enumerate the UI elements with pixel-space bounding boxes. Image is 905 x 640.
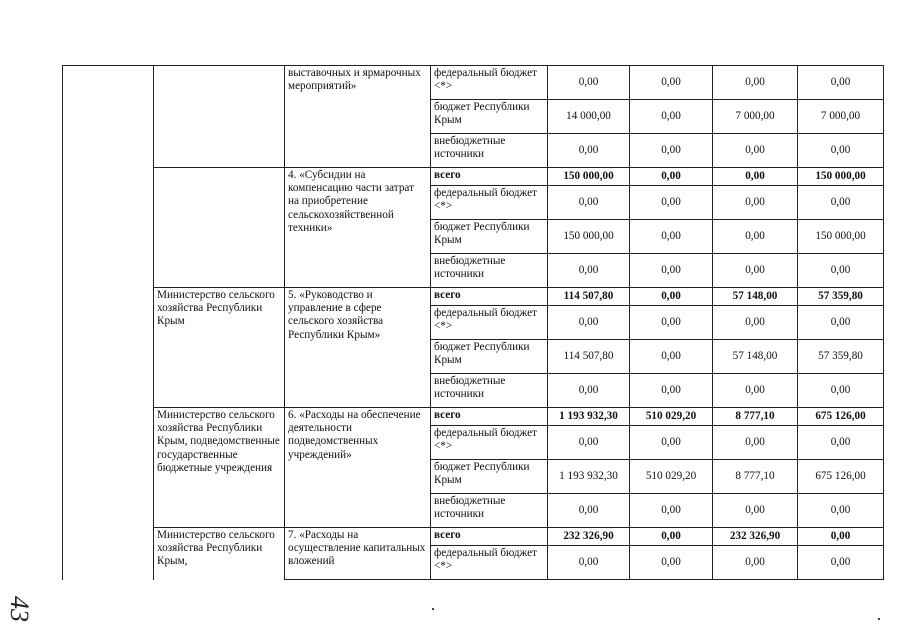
source-cell: федеральный бюджет <*> [431, 66, 548, 100]
amount-cell: 1 193 932,30 [548, 408, 630, 426]
source-cell: всего [431, 528, 548, 546]
measure-cell: 5. «Руководство и управление в сфере сельского хозяйства Республики Крым» [285, 288, 431, 408]
executor-cell [154, 66, 285, 168]
amount-cell: 0,00 [630, 186, 713, 220]
amount-cell: 0,00 [548, 546, 630, 580]
amount-cell: 114 507,80 [548, 340, 630, 374]
source-cell: всего [431, 288, 548, 306]
amount-cell: 0,00 [630, 134, 713, 168]
amount-cell: 0,00 [713, 374, 798, 408]
source-cell: внебюджетные источники [431, 374, 548, 408]
table-body [63, 66, 884, 580]
amount-cell: 14 000,00 [548, 100, 630, 134]
amount-cell: 675 126,00 [798, 408, 884, 426]
amount-cell: 0,00 [630, 168, 713, 186]
source-cell: бюджет Республики Крым [431, 220, 548, 254]
amount-cell: 0,00 [798, 254, 884, 288]
amount-cell: 0,00 [630, 288, 713, 306]
amount-cell: 510 029,20 [630, 460, 713, 494]
amount-cell: 0,00 [548, 186, 630, 220]
amount-cell: 0,00 [630, 426, 713, 460]
amount-cell: 0,00 [548, 374, 630, 408]
amount-cell: 150 000,00 [548, 168, 630, 186]
amount-cell: 0,00 [798, 134, 884, 168]
amount-cell: 57 148,00 [713, 288, 798, 306]
amount-cell: 510 029,20 [630, 408, 713, 426]
source-cell: внебюджетные источники [431, 254, 548, 288]
source-cell: всего [431, 168, 548, 186]
source-cell: бюджет Республики Крым [431, 100, 548, 134]
amount-cell: 0,00 [548, 254, 630, 288]
amount-cell: 8 777,10 [713, 408, 798, 426]
amount-cell: 0,00 [798, 66, 884, 100]
amount-cell: 150 000,00 [798, 168, 884, 186]
amount-cell: 1 193 932,30 [548, 460, 630, 494]
amount-cell: 0,00 [798, 374, 884, 408]
source-cell: федеральный бюджет <*> [431, 186, 548, 220]
source-cell: бюджет Республики Крым [431, 340, 548, 374]
amount-cell: 0,00 [548, 494, 630, 528]
amount-cell: 0,00 [798, 186, 884, 220]
executor-cell [154, 168, 285, 288]
executor-cell: Министерство сельского хозяйства Республики Крым, подведомственные государственные бюджетные учреждения [154, 408, 285, 528]
executor-cell: Министерство сельского хозяйства Республики Крым [154, 288, 285, 408]
amount-cell: 7 000,00 [713, 100, 798, 134]
source-cell: внебюджетные источники [431, 494, 548, 528]
amount-cell: 0,00 [630, 306, 713, 340]
amount-cell: 0,00 [713, 186, 798, 220]
scan-mark [432, 608, 434, 610]
table-row [63, 168, 884, 186]
amount-cell: 675 126,00 [798, 460, 884, 494]
amount-cell: 0,00 [798, 426, 884, 460]
amount-cell: 0,00 [713, 254, 798, 288]
amount-cell: 0,00 [630, 546, 713, 580]
empty-left-column [63, 66, 154, 580]
amount-cell: 0,00 [798, 528, 884, 546]
amount-cell: 0,00 [713, 66, 798, 100]
amount-cell: 0,00 [548, 306, 630, 340]
amount-cell: 0,00 [630, 374, 713, 408]
source-cell: внебюджетные источники [431, 134, 548, 168]
scan-mark [878, 618, 880, 620]
amount-cell: 57 359,80 [798, 288, 884, 306]
amount-cell: 0,00 [713, 168, 798, 186]
measure-cell: 4. «Субсидии на компенсацию части затрат на приобретение сельскохозяйственной техники» [285, 168, 431, 288]
amount-cell: 0,00 [713, 220, 798, 254]
table-row [63, 408, 884, 426]
amount-cell: 0,00 [713, 494, 798, 528]
amount-cell: 0,00 [630, 528, 713, 546]
budget-table [62, 65, 884, 580]
amount-cell: 232 326,90 [713, 528, 798, 546]
amount-cell: 232 326,90 [548, 528, 630, 546]
amount-cell: 0,00 [713, 306, 798, 340]
source-cell: бюджет Республики Крым [431, 460, 548, 494]
amount-cell: 0,00 [713, 546, 798, 580]
measure-cell: выставочных и ярмарочных мероприятий» [285, 66, 431, 168]
amount-cell: 0,00 [798, 546, 884, 580]
amount-cell: 0,00 [630, 340, 713, 374]
source-cell: федеральный бюджет <*> [431, 426, 548, 460]
amount-cell: 0,00 [798, 494, 884, 528]
amount-cell: 7 000,00 [798, 100, 884, 134]
amount-cell: 57 148,00 [713, 340, 798, 374]
table-row [63, 288, 884, 306]
table-row [63, 66, 884, 100]
measure-cell: 6. «Расходы на обеспечение деятельности подведомственных учреждений» [285, 408, 431, 528]
measure-cell: 7. «Расходы на осуществление капитальных вложений [285, 528, 431, 580]
amount-cell: 0,00 [630, 494, 713, 528]
amount-cell: 57 359,80 [798, 340, 884, 374]
amount-cell: 0,00 [630, 254, 713, 288]
executor-cell: Министерство сельского хозяйства Республики Крым, [154, 528, 285, 580]
page-number: 43 [5, 596, 34, 622]
source-cell: федеральный бюджет <*> [431, 546, 548, 580]
table-row [63, 528, 884, 546]
amount-cell: 0,00 [630, 100, 713, 134]
amount-cell: 150 000,00 [798, 220, 884, 254]
amount-cell: 0,00 [630, 66, 713, 100]
source-cell: федеральный бюджет <*> [431, 306, 548, 340]
source-cell: всего [431, 408, 548, 426]
amount-cell: 0,00 [630, 220, 713, 254]
amount-cell: 0,00 [548, 66, 630, 100]
amount-cell: 150 000,00 [548, 220, 630, 254]
amount-cell: 0,00 [548, 134, 630, 168]
amount-cell: 0,00 [713, 426, 798, 460]
amount-cell: 0,00 [713, 134, 798, 168]
amount-cell: 0,00 [798, 306, 884, 340]
amount-cell: 114 507,80 [548, 288, 630, 306]
amount-cell: 0,00 [548, 426, 630, 460]
amount-cell: 8 777,10 [713, 460, 798, 494]
